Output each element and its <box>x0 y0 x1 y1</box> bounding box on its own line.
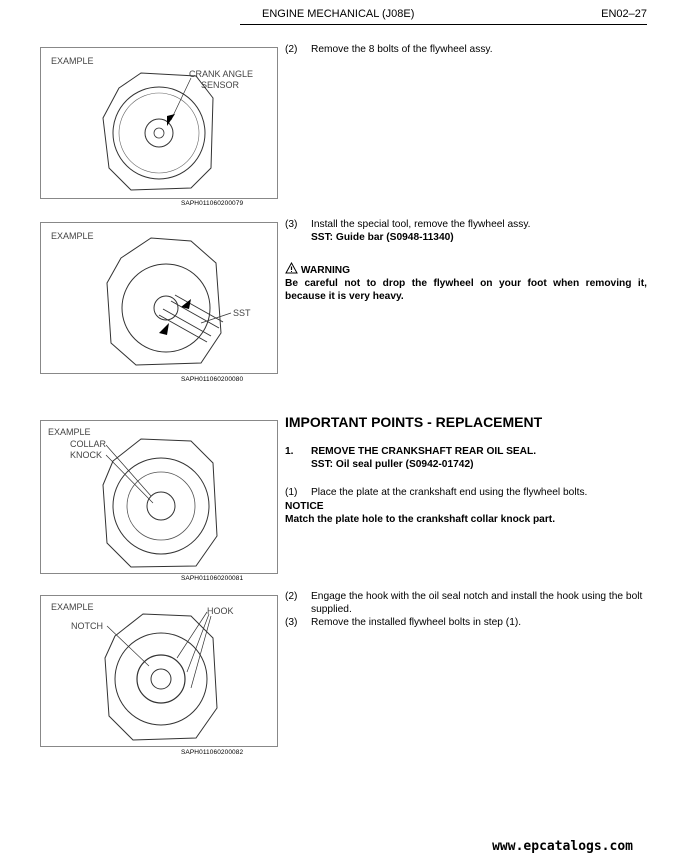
step-number: (2) <box>285 44 298 55</box>
step-2-remove-bolts <box>285 43 647 56</box>
figure-label: EXAMPLE <box>51 56 94 66</box>
warning-icon <box>285 262 298 274</box>
figure-label: NOTCH <box>71 621 103 631</box>
footer-watermark[interactable]: www.epcatalogs.com <box>492 839 633 854</box>
figure-label: KNOCK <box>70 450 103 460</box>
figure-label: COLLAR <box>70 439 107 449</box>
step-number: (2) <box>285 591 298 602</box>
warning-text: Be careful not to drop the flywheel on your foot when removing it, because it is very heavy. <box>285 278 647 302</box>
step-1-place-plate <box>285 486 647 499</box>
item-number: 1. <box>285 446 294 457</box>
step-text: Remove the 8 bolts of the flywheel assy. <box>311 44 493 55</box>
figure-guide-bar <box>40 222 278 374</box>
step-text: Engage the hook with the oil seal notch and install the hook using the bolt supplied. <box>311 591 643 615</box>
step-text: Install the special tool, remove the flywheel assy. <box>311 219 531 230</box>
notice-title: NOTICE <box>285 501 324 512</box>
step-2-engage-hook <box>285 590 647 616</box>
figure-label: CRANK ANGLE <box>189 69 254 79</box>
figure-code: SAPH011060200079 <box>181 200 244 207</box>
step-3-install-tool <box>285 218 647 244</box>
figure-label: EXAMPLE <box>51 602 94 612</box>
figure-collar-knock <box>40 420 278 574</box>
step-number: (1) <box>285 487 298 498</box>
figure-label: SENSOR <box>201 80 240 90</box>
warning-title: WARNING <box>300 265 351 276</box>
step-number: (3) <box>285 617 298 628</box>
header-title: ENGINE MECHANICAL (J08E) <box>262 8 415 20</box>
step-text: Remove the installed flywheel bolts in step (1). <box>311 617 522 628</box>
step-number: (3) <box>285 219 298 230</box>
step-3-remove-bolts <box>285 616 647 629</box>
figure-code: SAPH011060200080 <box>181 376 244 383</box>
page-number: EN02–27 <box>601 8 647 20</box>
notice-block <box>285 500 647 526</box>
sst-guide-bar: SST: Guide bar (S0948-11340) <box>311 232 454 243</box>
figure-label: EXAMPLE <box>48 427 91 437</box>
header-rule <box>240 24 647 25</box>
item-1-remove-oil-seal <box>285 445 647 471</box>
figure-label: EXAMPLE <box>51 231 94 241</box>
figure-code: SAPH011060200082 <box>181 749 244 756</box>
page-header <box>240 8 647 24</box>
figure-label: HOOK <box>207 606 234 616</box>
figure-code: SAPH011060200081 <box>181 575 244 582</box>
item-title: REMOVE THE CRANKSHAFT REAR OIL SEAL. <box>311 446 537 457</box>
notice-text: Match the plate hole to the crankshaft collar knock part. <box>285 514 556 525</box>
figure-label: SST <box>233 308 251 318</box>
figure-notch-hook <box>40 595 278 747</box>
step-text: Place the plate at the crankshaft end using the flywheel bolts. <box>311 487 588 498</box>
warning-block <box>285 262 647 303</box>
figure-flywheel-bolts <box>40 47 278 199</box>
sst-oil-seal-puller: SST: Oil seal puller (S0942-01742) <box>311 459 474 470</box>
section-title: IMPORTANT POINTS - REPLACEMENT <box>285 414 543 430</box>
